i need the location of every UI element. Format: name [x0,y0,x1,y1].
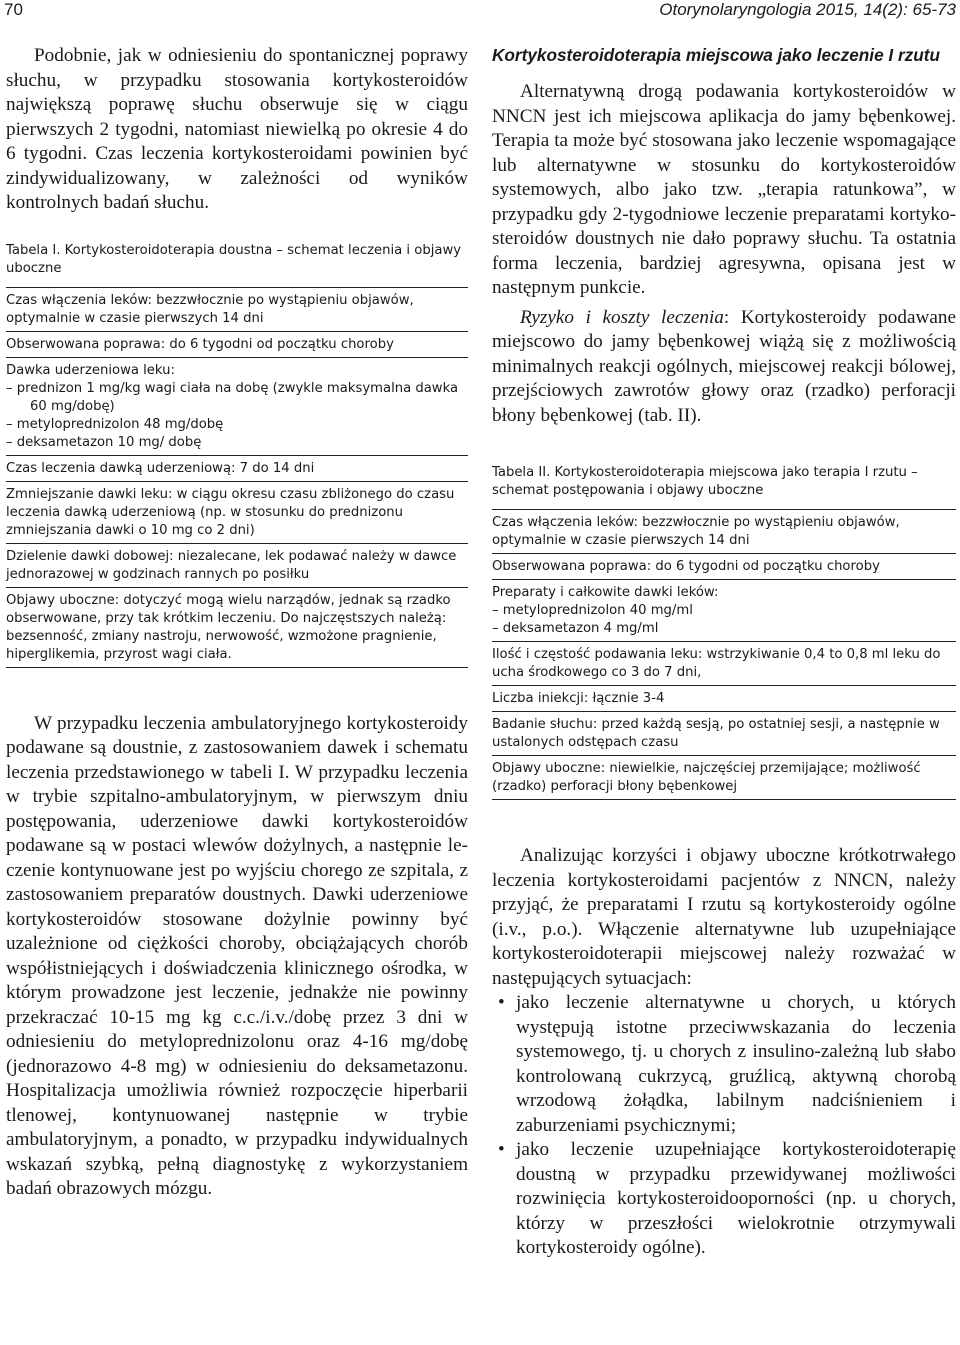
row-label: Dawka uderzeniowa leku: [6,362,175,378]
dose-item: – metyloprednizolon 40 mg/ml [492,603,693,618]
row-label: Obserwowana poprawa [6,336,161,352]
dose-item: – deksametazon 4 mg/ml [492,621,659,636]
page-number: 70 [4,0,23,19]
table-row [6,588,468,667]
row-label: Objawy uboczne [6,592,115,608]
row-text: : łącznie 3-4 [583,691,665,706]
row-label: Czas leczenia dawką uderzeniową [6,460,232,476]
row-label: Zmniejszanie dawki leku [6,486,168,502]
row-text: : niezalecane, lek podawać należy w dawce jednorazowej w godzinach rannych po posiłku [6,548,457,582]
row-text: : bezzwłocznie po wystąpieniu objawów, optymalnie w czasie pierwszych 14 dni [6,292,414,326]
row-text: : przed każdą sesją, po ostatniej sesji, a następnie w ustalonych odstępach czasu [492,717,940,750]
table-row [6,358,468,456]
table-2 [492,509,956,800]
dose-item: – deksametazon 10 mg/ dobę [6,434,202,450]
row-text: : bezzwłocznie po wystąpieniu objawów, optymalnie w czasie pierwszych 14 dni [492,515,900,548]
table-row [492,554,956,580]
dose-item: – prednizon 1 mg/kg wagi ciała na dobę (zwykle maksymalna dawka 60 mg/dobę) [6,380,459,414]
list-item: • jako leczenie uzupełniające kortykosteroidoterapię doustną w przypadku przewidywanej możliwości rozwinięcia kortykosteroidooporności (np. u chorych, którzy w przeszłości wielokrotnie otrzymywali kortykosteroidy ogólne). [516,1138,956,1261]
table-caption-label: Tabela II. [492,465,551,480]
left-column [6,44,468,1202]
row-text: : niewielkie, najczęściej przemijające; możliwość (rzadko) perforacji błony bębenkowej [492,761,921,794]
row-text: : do 6 tygodni od początku choroby [160,336,394,352]
table-caption-text: Kortykosteroidoterapia doustna – schemat leczenia i objawy uboczne [6,242,462,276]
table-caption-label: Tabela I. [6,242,61,258]
row-text: : wstrzykiwanie 0,4 to 0,8 ml leku do ucha środkowego co 3 do 7 dni, [492,647,941,680]
paragraph: Alternatywną drogą podawania kortykosteroidów w NNCN jest ich miejscowa aplikacja do jamy bębenkowej. Terapia ta może być stosowana jako leczenie wspomagające lub alternatywne w stosunku do kortykosteroidów systemowych, albo jako tzw. „terapia ratunkowa”, w przypadku gdy 2-tygodniowe leczenie preparatami kortykosteroidów doustnych nie dało poprawy słuchu. Ta ostatnia forma leczenia, bardziej agresywna, opisana jest w następnym punkcie. [492,81,956,298]
table-caption [6,242,468,278]
table-1 [6,287,468,668]
table-caption [492,464,956,500]
table-row [6,332,468,358]
row-text: : w ciągu okresu czasu zbliżonego do czasu leczenia dawką uderzeniową (np. w stosunku do prednizonu zmniejszania dawki o 10 mg co 2 dni) [6,486,455,538]
table-row [492,756,956,799]
row-label: Preparaty i całkowite dawki leków: [492,585,719,600]
row-label: Czas włączenia leków [492,515,634,530]
table-row [6,456,468,482]
row-label: Liczba iniekcji [492,691,584,706]
table-row [6,544,468,588]
journal-citation: Otorynolaryngologia 2015, 14(2): 65-73 [659,0,956,19]
table-caption-text: Kortykosteroidoterapia miejscowa jako terapia I rzutu – schemat postępowania i objawy uboczne [492,465,918,498]
paragraph-lead: Ryzyko i koszty leczenia [520,306,724,328]
row-label: Czas włączenia leków [6,292,148,308]
table-row [6,288,468,332]
table-row [492,686,956,712]
table-row [492,712,956,756]
table-row [492,510,956,554]
row-label: Objawy uboczne [492,761,601,776]
page-header [0,0,960,22]
dose-item: – metyloprednizolon 48 mg/dobę [6,416,224,432]
table-row [492,580,956,642]
paragraph: Analizując korzyści i objawy uboczne krótkotrwałego leczenia kortykosteroidami pacjentów z NNCN, należy przyjąć, że preparatami I rzutu są kortykosteroidy ogólne (i.v., p.o.). Włączenie alternatywne lub uzupełniające kortykosteroidoterapii miejscowej należy rozważać w następujących sytuacjach: [492,845,956,989]
paragraph-text: : Kortykosteroidy podawane miejscowo do jamy bębenkowej wiążą się z możliwością minimalnych reakcji ogólnych, miejscowej reakcji bólowej, przejściowych zawrotów głowy oraz (rzadko) perforacji błony bębenkowej (tab. II). [492,306,956,426]
right-column [492,44,956,1261]
table-row [492,642,956,686]
row-text: : do 6 tygodni od początku choroby [646,559,880,574]
table-row [6,482,468,544]
row-label: Obserwowana poprawa [492,559,647,574]
row-label: Dzielenie dawki dobowej [6,548,170,564]
row-text: : 7 do 14 dni [231,460,315,476]
row-label: Ilość i częstość podawania leku [492,647,698,662]
row-label: Badanie słuchu [492,717,593,732]
row-text: : dotyczyć mogą wielu narządów, jednak są rzadko obserwowane, przy tak krótkim leczeniu. Do najczęstszych należą: bezsenność, zmiany nastroju, nerwowość, wzmożone pragnienie, hiperglikemia, przyrost wagi ciała. [6,592,451,662]
paragraph: Podobnie, jak w odniesieniu do spontanicznej poprawy słuchu, w przypadku stosowania kortykosteroidów największą poprawę słuchu obserwuje się w ciągu pierwszych 2 tygodni, natomiast niewielką po okresie 4 do 6 tygodni. Czas leczenia kortykosteroidami powinien być zindywidualizowany, w zależności od wyników kontrolnych badań słuchu. [6,45,468,213]
section-title: Kortykosteroidoterapia miejscowa jako leczenie I rzutu [492,45,940,65]
list-item: • jako leczenie alternatywne u chorych, u których występują istotne przeciwwskazania do leczenia systemowego, tj. u chorych z insulino-zależną lub słabo kontrolowaną cukrzycą, gruźlicą, aktywną chorobą wrzodową żołądka, labilnym nadciśnieniem i zaburzeniami psychicznymi; [516,991,956,1138]
paragraph [492,306,956,429]
bullet-list [492,991,956,1261]
paragraph: W przypadku leczenia ambulatoryjnego kortykosteroidy podawane są doustnie, z zastosowaniem dawek i schematu leczenia przedstawionego w tabeli I. W przypadku leczenia w trybie szpitalno-ambulatoryjnym, w pierwszym dniu postępowania, uderzeniowe dawki kortykosteroidów podawane są w postaci wlewów dożylnych, a następnie leczenie kontynuowane jest po wyjściu chorego ze szpitala, z zastosowaniem preparatów doustnych. Dawki uderzeniowe kortykosteroidów stosowane dożylnie powinny być uzależnione od ciężkości choroby, obciążających chorób współistniejących i doświadczenia klinicznego ośrodka, w którym prowadzone jest leczenie, jednakże nie powinny przekraczać 10-15 mg kg c.c./i.v./dobę przez 3 dni w odniesieniu do metyloprednizolonu oraz 4-16 mg/dobę (jednorazowo 4-8 mg) w odniesieniu do deksametazonu. Hospitalizacja umożliwia również rozpoczęcie hiperbarii tlenowej, kontynuowanej następnie w trybie ambulatoryjnym, a ponadto, w przypadku indywidualnych wskazań szybką, pełną diagnostykę z wykorzystaniem badań obrazowych mózgu. [6,712,468,1199]
